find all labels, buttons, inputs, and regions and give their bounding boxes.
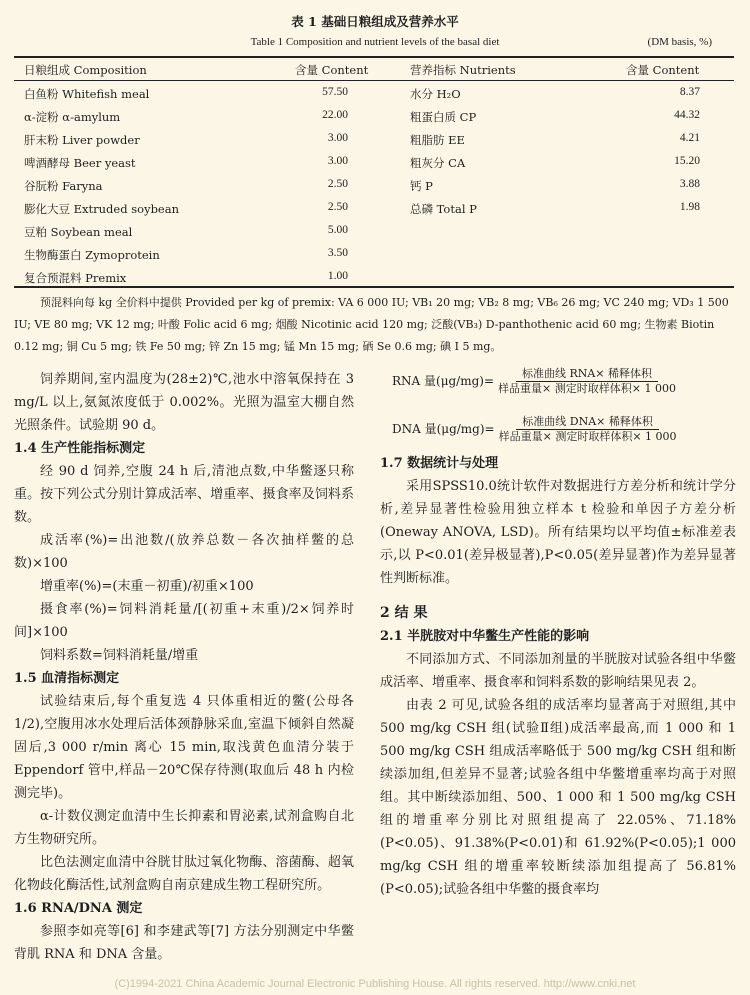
nutrient-name: 粗脂肪 EE bbox=[410, 133, 465, 147]
table-title-en: Table 1 Composition and nutrient levels of the basal diet bbox=[250, 36, 500, 48]
paragraph: 由表 2 可见,试验各组的成活率均显著高于对照组,其中 500 mg/kg CSH 组(试验Ⅱ组)成活率最高,而 1 000 和 1 500 mg/kg CSH 组成活率略低于 500 mg/kg CSH 组和断续添加组,但差异不显著;试验各组中华鳖增重率均高于对照组。其中断续添加组、500、1 000 和 1 500 mg/kg CSH 组的增重率分别比对照组提高了 22.05%、71.18%(P<0.05)、91.38%(P<0.01)和 61.92%(P<0.05);1 000 mg/kg CSH 组的增重率较断续添加组提高了 56.81%(P<0.05);试验各组中华鳖的摄食率均 bbox=[380, 698, 736, 897]
composition-value: 22.00 bbox=[322, 109, 348, 121]
paragraph: 饲养期间,室内温度为(28±2)℃,池水中溶氧保持在 3 mg/L 以上,氨氮浓度低于 0.002%。光照为温室大棚自然光照条件。试验期 90 d。 bbox=[14, 372, 354, 433]
dna-numerator: 标准曲线 DNA× 稀释体积 bbox=[516, 415, 659, 430]
paragraph: 比色法测定血清中谷胱甘肽过氧化物酶、溶菌酶、超氧化物歧化酶活性,试剂盒购自南京建成生物工程研究所。 bbox=[14, 855, 354, 893]
table-header-rule bbox=[14, 80, 734, 81]
nutrient-value: 3.88 bbox=[679, 178, 700, 190]
table-unit-note: (DM basis, %) bbox=[647, 36, 712, 48]
section-heading-1-5: 1.5 血清指标测定 bbox=[14, 671, 120, 686]
nutrient-value: 15.20 bbox=[674, 155, 700, 167]
nutrient-name: 水分 H₂O bbox=[410, 87, 461, 101]
rna-formula-label: RNA 量(μg/mg)= bbox=[392, 373, 495, 388]
nutrient-name: 粗灰分 CA bbox=[410, 156, 466, 170]
composition-value: 3.00 bbox=[327, 155, 348, 167]
paragraph: 不同添加方式、不同添加剂量的半胱胺对试验各组中华鳖成活率、增重率、摄食率和饲料系数的影响结果见表 2。 bbox=[380, 652, 736, 690]
paragraph: 参照李如亮等[6] 和李建武等[7] 方法分别测定中华鳖背肌 RNA 和 DNA 含量。 bbox=[14, 924, 354, 962]
formula-weight-gain: 增重率(%)=(末重－初重)/初重×100 bbox=[40, 579, 254, 594]
table-bottom-rule bbox=[14, 286, 734, 288]
composition-name: 啤酒酵母 Beer yeast bbox=[24, 156, 136, 170]
formula-feed-coefficient: 饲料系数=饲料消耗量/增重 bbox=[40, 648, 199, 663]
section-heading-1-6: 1.6 RNA/DNA 测定 bbox=[14, 901, 143, 916]
left-column bbox=[14, 368, 354, 966]
nutrient-value: 44.32 bbox=[674, 109, 700, 121]
nutrient-value: 4.21 bbox=[679, 132, 700, 144]
section-heading-2: 2 结 果 bbox=[380, 605, 428, 621]
header-composition: 日粮组成 Composition bbox=[24, 63, 147, 77]
rna-denominator: 样品重量× 测定时取样体积× 1 000 bbox=[498, 381, 676, 395]
table-footnote: 预混料向每 kg 全价料中提供 Provided per kg of premix: VA 6 000 IU; VB₁ 20 mg; VB₂ 8 mg; VB₆ 26 mg; VC 240 mg; VD₃ 1 500 IU; VE 80 mg; VK 12 mg; 叶酸 Folic acid 6 mg; 烟酸 Nicotinic acid 120 mg; 泛酸(VB₃) D-panthothenic acid 60 mg; 生物素 Biotin 0.12 mg; 铜 Cu 5 mg; 铁 Fe 50 mg; 锌 Zn 15 mg; 锰 Mn 15 mg; 硒 Se 0.6 mg; 碘 I 5 mg。 bbox=[14, 296, 729, 353]
nutrient-name: 钙 P bbox=[410, 179, 433, 193]
composition-value: 1.00 bbox=[327, 270, 348, 282]
dna-formula-label: DNA 量(μg/mg)= bbox=[392, 421, 495, 436]
nutrient-value: 1.98 bbox=[679, 201, 700, 213]
paragraph: 采用SPSS10.0统计软件对数据进行方差分析和统计学分析,差异显著性检验用独立样本 t 检验和单因子方差分析(Oneway ANOVA, LSD)。所有结果均以平均值±标准差表示,以 P<0.01(差异极显著),P<0.05(差异显著)作为差异显著性判断标准。 bbox=[380, 479, 736, 586]
composition-name: 豆粕 Soybean meal bbox=[24, 225, 133, 239]
nutrient-value: 8.37 bbox=[679, 86, 700, 98]
table-title-cn: 表 1 基础日粮组成及营养水平 bbox=[291, 14, 459, 29]
copyright-watermark: (C)1994-2021 China Academic Journal Electronic Publishing House. All rights reserved. http://www.cnki.net bbox=[114, 978, 636, 990]
paragraph: α-计数仪测定血清中生长抑素和胃泌素,试剂盒购自北方生物研究所。 bbox=[14, 809, 354, 847]
right-column bbox=[380, 366, 736, 901]
section-heading-1-4: 1.4 生产性能指标测定 bbox=[14, 441, 146, 456]
composition-name: 膨化大豆 Extruded soybean bbox=[24, 202, 179, 216]
header-content-2: 含量 Content bbox=[626, 63, 700, 77]
paragraph: 试验结束后,每个重复选 4 只体重相近的鳖(公母各 1/2),空腹用冰水处理后活体颈静脉采血,室温下倾斜自然凝固后,3 000 r/min 离心 15 min,取浅黄色血清分装于 Eppendorf 管中,样品－20℃保存待测(取血后 48 h 内检测完毕)。 bbox=[14, 694, 354, 801]
table-top-rule bbox=[14, 56, 734, 58]
composition-name: 复合预混料 Premix bbox=[24, 271, 127, 285]
composition-name: 生物酶蛋白 Zymoprotein bbox=[24, 248, 160, 262]
section-heading-2-1: 2.1 半胱胺对中华鳖生产性能的影响 bbox=[380, 629, 590, 644]
header-nutrients: 营养指标 Nutrients bbox=[410, 63, 516, 77]
formula-feeding-rate: 摄食率(%)=饲料消耗量/[(初重+末重)/2×饲养时间]×100 bbox=[14, 602, 354, 640]
nutrient-name: 粗蛋白质 CP bbox=[410, 110, 477, 124]
dna-formula bbox=[380, 414, 736, 444]
composition-value: 3.00 bbox=[327, 132, 348, 144]
composition-name: 肝末粉 Liver powder bbox=[24, 133, 140, 147]
composition-value: 2.50 bbox=[327, 201, 348, 213]
composition-value: 57.50 bbox=[322, 86, 348, 98]
section-heading-1-7: 1.7 数据统计与处理 bbox=[380, 456, 499, 471]
composition-name: α-淀粉 α-amylum bbox=[24, 110, 121, 124]
formula-survival: 成活率(%)=出池数/(放养总数－各次抽样鳖的总数)×100 bbox=[14, 533, 354, 571]
composition-value: 3.50 bbox=[327, 247, 348, 259]
nutrient-name: 总磷 Total P bbox=[410, 202, 477, 216]
composition-value: 2.50 bbox=[327, 178, 348, 190]
composition-name: 白鱼粉 Whitefish meal bbox=[24, 87, 150, 101]
rna-numerator: 标准曲线 RNA× 稀释体积 bbox=[516, 367, 658, 382]
paragraph: 经 90 d 饲养,空腹 24 h 后,清池点数,中华鳖逐只称重。按下列公式分别计算成活率、增重率、摄食率及饲料系数。 bbox=[14, 464, 354, 525]
dna-denominator: 样品重量× 测定时取样体积× 1 000 bbox=[498, 429, 677, 443]
rna-formula bbox=[380, 366, 736, 396]
composition-name: 谷朊粉 Faryna bbox=[24, 179, 103, 193]
header-content-1: 含量 Content bbox=[295, 63, 369, 77]
composition-value: 5.00 bbox=[327, 224, 348, 236]
